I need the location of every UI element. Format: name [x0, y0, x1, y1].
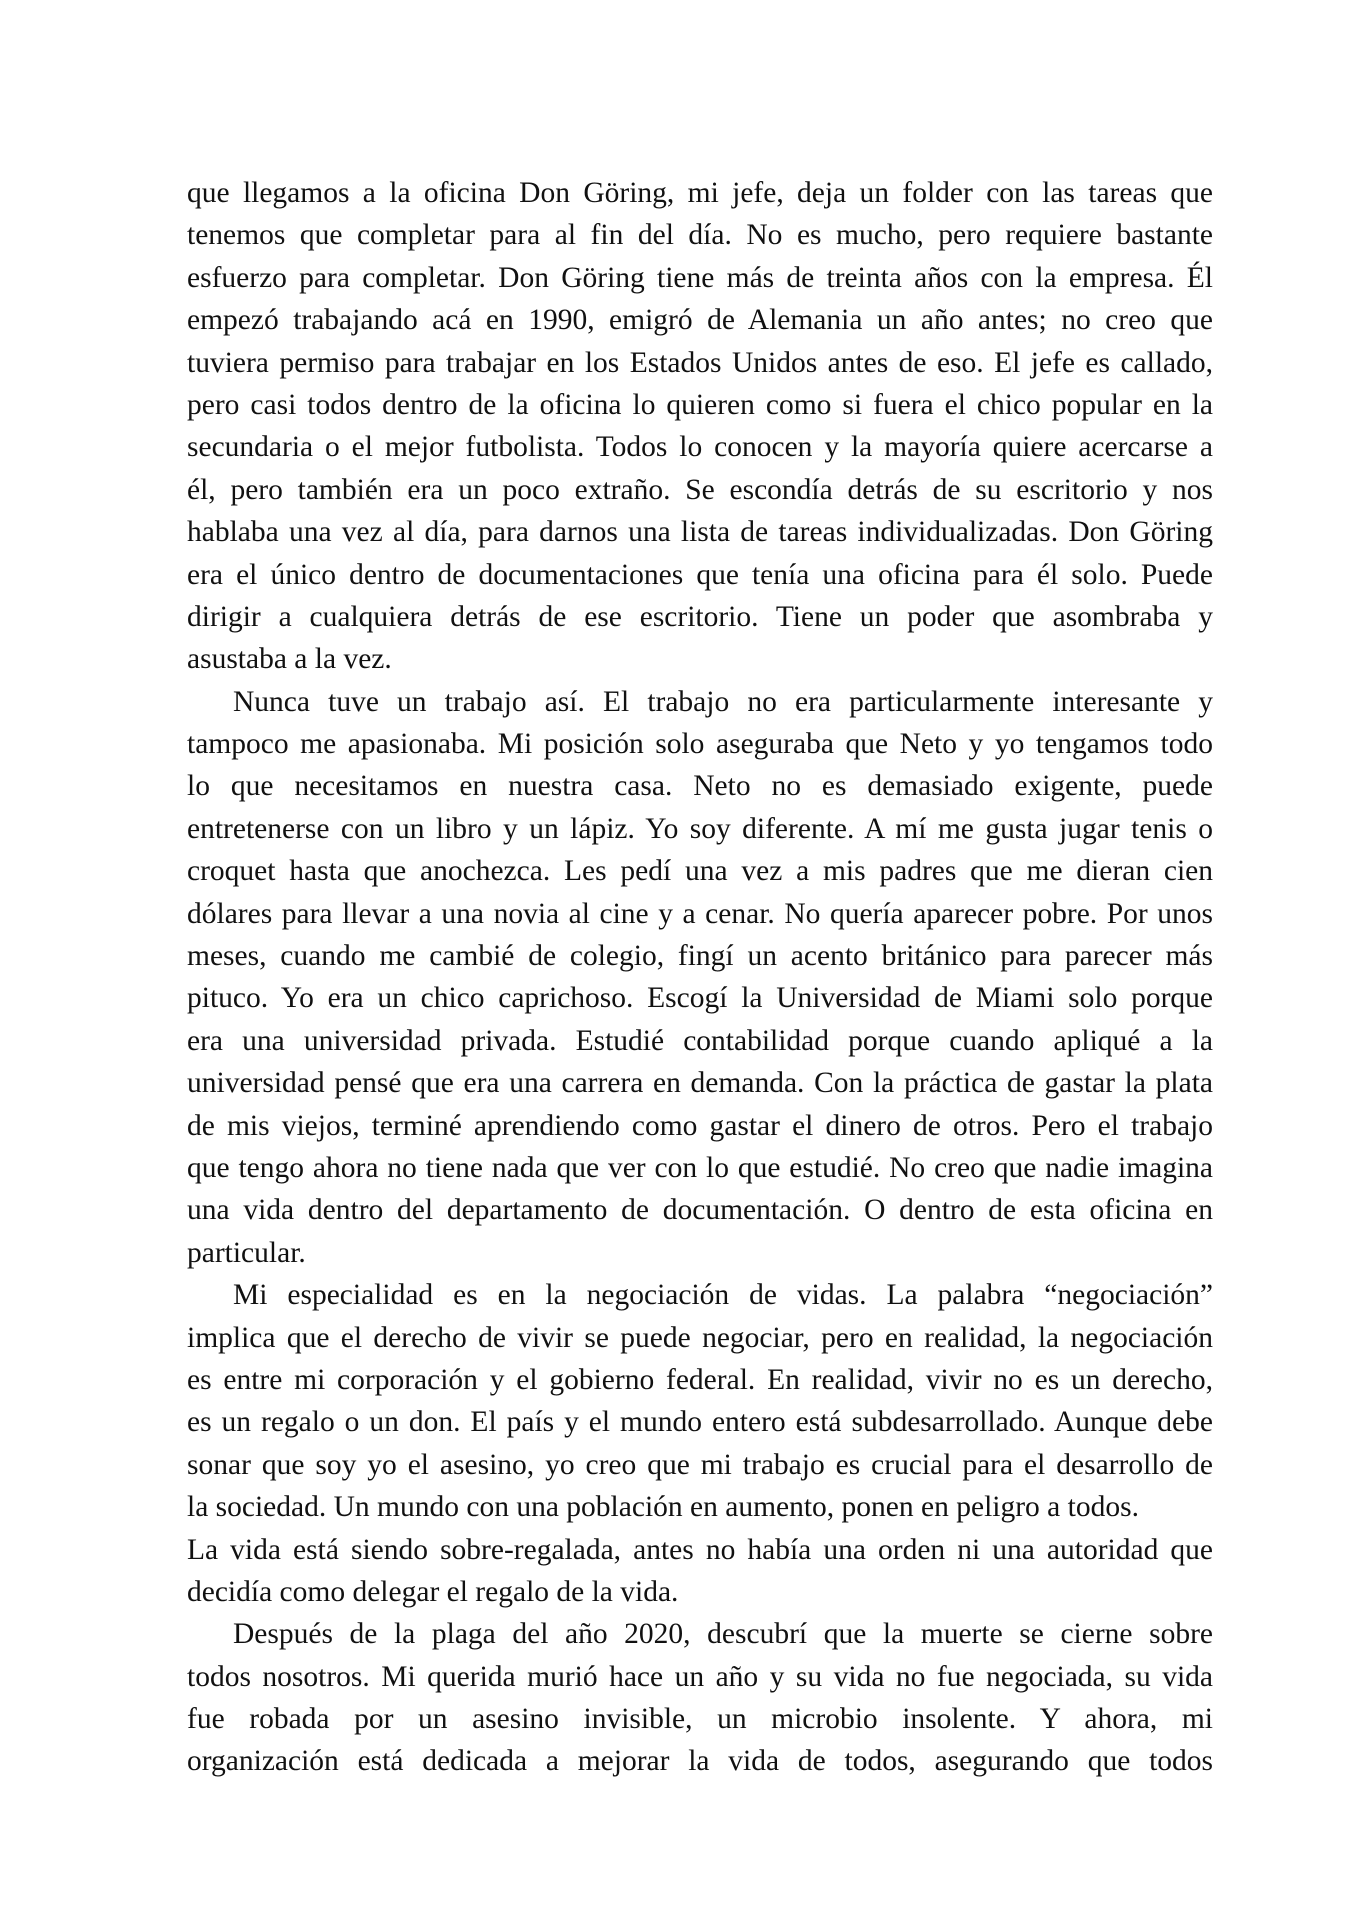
text-line: que llegamos a la oficina Don Göring, mi jefe, deja un folder con las tareas que — [187, 177, 1213, 209]
text-line: la sociedad. Un mundo con una población en aumento, ponen en peligro a todos. — [187, 1491, 1139, 1524]
text-line: La vida está siendo sobre-regalada, antes no había una orden ni una autoridad que — [187, 1533, 1213, 1566]
text-line: implica que el derecho de vivir se puede negociar, pero en realidad, la negociación — [187, 1321, 1213, 1354]
text-line: dólares para llevar a una novia al cine y a cenar. No quería aparecer pobre. Por unos — [187, 897, 1213, 930]
text-line: que tengo ahora no tiene nada que ver con lo que estudié. No creo que nadie imagina — [187, 1151, 1213, 1184]
text-line: tampoco me apasionaba. Mi posición solo aseguraba que Neto y yo tengamos todo — [187, 728, 1213, 761]
text-line: universidad pensé que era una carrera en demanda. Con la práctica de gastar la plata — [187, 1067, 1213, 1100]
text-line: todos nosotros. Mi querida murió hace un año y su vida no fue negociada, su vida — [187, 1660, 1213, 1693]
text-line: sonar que soy yo el asesino, yo creo que mi trabajo es crucial para el desarrollo de — [187, 1448, 1213, 1481]
text-line: meses, cuando me cambié de colegio, fingí un acento británico para parecer más — [187, 940, 1213, 973]
text-line: tenemos que completar para al fin del día. No es mucho, pero requiere bastante — [187, 219, 1213, 252]
text-line: Nunca tuve un trabajo así. El trabajo no era particularmente interesante y — [233, 685, 1213, 718]
paragraph-2 — [187, 681, 1213, 1274]
text-line: Mi especialidad es en la negociación de vidas. La palabra “negociación” — [233, 1279, 1213, 1312]
text-line: fue robada por un asesino invisible, un microbio insolente. Y ahora, mi — [187, 1703, 1213, 1736]
text-line: es entre mi corporación y el gobierno federal. En realidad, vivir no es un derecho, — [187, 1363, 1213, 1396]
text-line: dirigir a cualquiera detrás de ese escritorio. Tiene un poder que asombraba y — [187, 600, 1213, 633]
text-line: hablaba una vez al día, para darnos una lista de tareas individualizadas. Don Göring — [187, 516, 1213, 549]
paragraph-3 — [187, 1274, 1213, 1613]
text-block — [187, 172, 1213, 1783]
text-line: secundaria o el mejor futbolista. Todos lo conocen y la mayoría quiere acercarse a — [187, 431, 1213, 464]
text-line: era una universidad privada. Estudié contabilidad porque cuando apliqué a la — [187, 1024, 1213, 1057]
text-line: tuviera permiso para trabajar en los Estados Unidos antes de eso. El jefe es callado, — [187, 346, 1213, 379]
text-line: él, pero también era un poco extraño. Se escondía detrás de su escritorio y nos — [187, 473, 1213, 506]
text-line: particular. — [187, 1236, 306, 1269]
text-line: asustaba a la vez. — [187, 643, 392, 676]
text-line: Después de la plaga del año 2020, descubrí que la muerte se cierne sobre — [233, 1618, 1213, 1651]
text-line: entretenerse con un libro y un lápiz. Yo soy diferente. A mí me gusta jugar tenis o — [187, 812, 1213, 845]
text-line: decidía como delegar el regalo de la vida. — [187, 1575, 679, 1608]
text-line: era el único dentro de documentaciones que tenía una oficina para él solo. Puede — [187, 558, 1213, 591]
text-line: pituco. Yo era un chico caprichoso. Escogí la Universidad de Miami solo porque — [187, 982, 1213, 1015]
paragraph-1 — [187, 172, 1213, 681]
text-line: pero casi todos dentro de la oficina lo quieren como si fuera el chico popular en la — [187, 388, 1213, 421]
text-line: una vida dentro del departamento de documentación. O dentro de esta oficina en — [187, 1194, 1213, 1227]
text-line: lo que necesitamos en nuestra casa. Neto no es demasiado exigente, puede — [187, 770, 1213, 803]
text-line: esfuerzo para completar. Don Göring tiene más de treinta años con la empresa. Él — [187, 261, 1213, 294]
text-line: es un regalo o un don. El país y el mundo entero está subdesarrollado. Aunque debe — [187, 1406, 1213, 1439]
text-line: de mis viejos, terminé aprendiendo como gastar el dinero de otros. Pero el trabajo — [187, 1109, 1213, 1142]
text-line: organización está dedicada a mejorar la vida de todos, asegurando que todos — [187, 1745, 1213, 1778]
text-line: empezó trabajando acá en 1990, emigró de Alemania un año antes; no creo que — [187, 304, 1213, 337]
paragraph-4 — [187, 1613, 1213, 1783]
text-line: croquet hasta que anochezca. Les pedí una vez a mis padres que me dieran cien — [187, 855, 1213, 888]
